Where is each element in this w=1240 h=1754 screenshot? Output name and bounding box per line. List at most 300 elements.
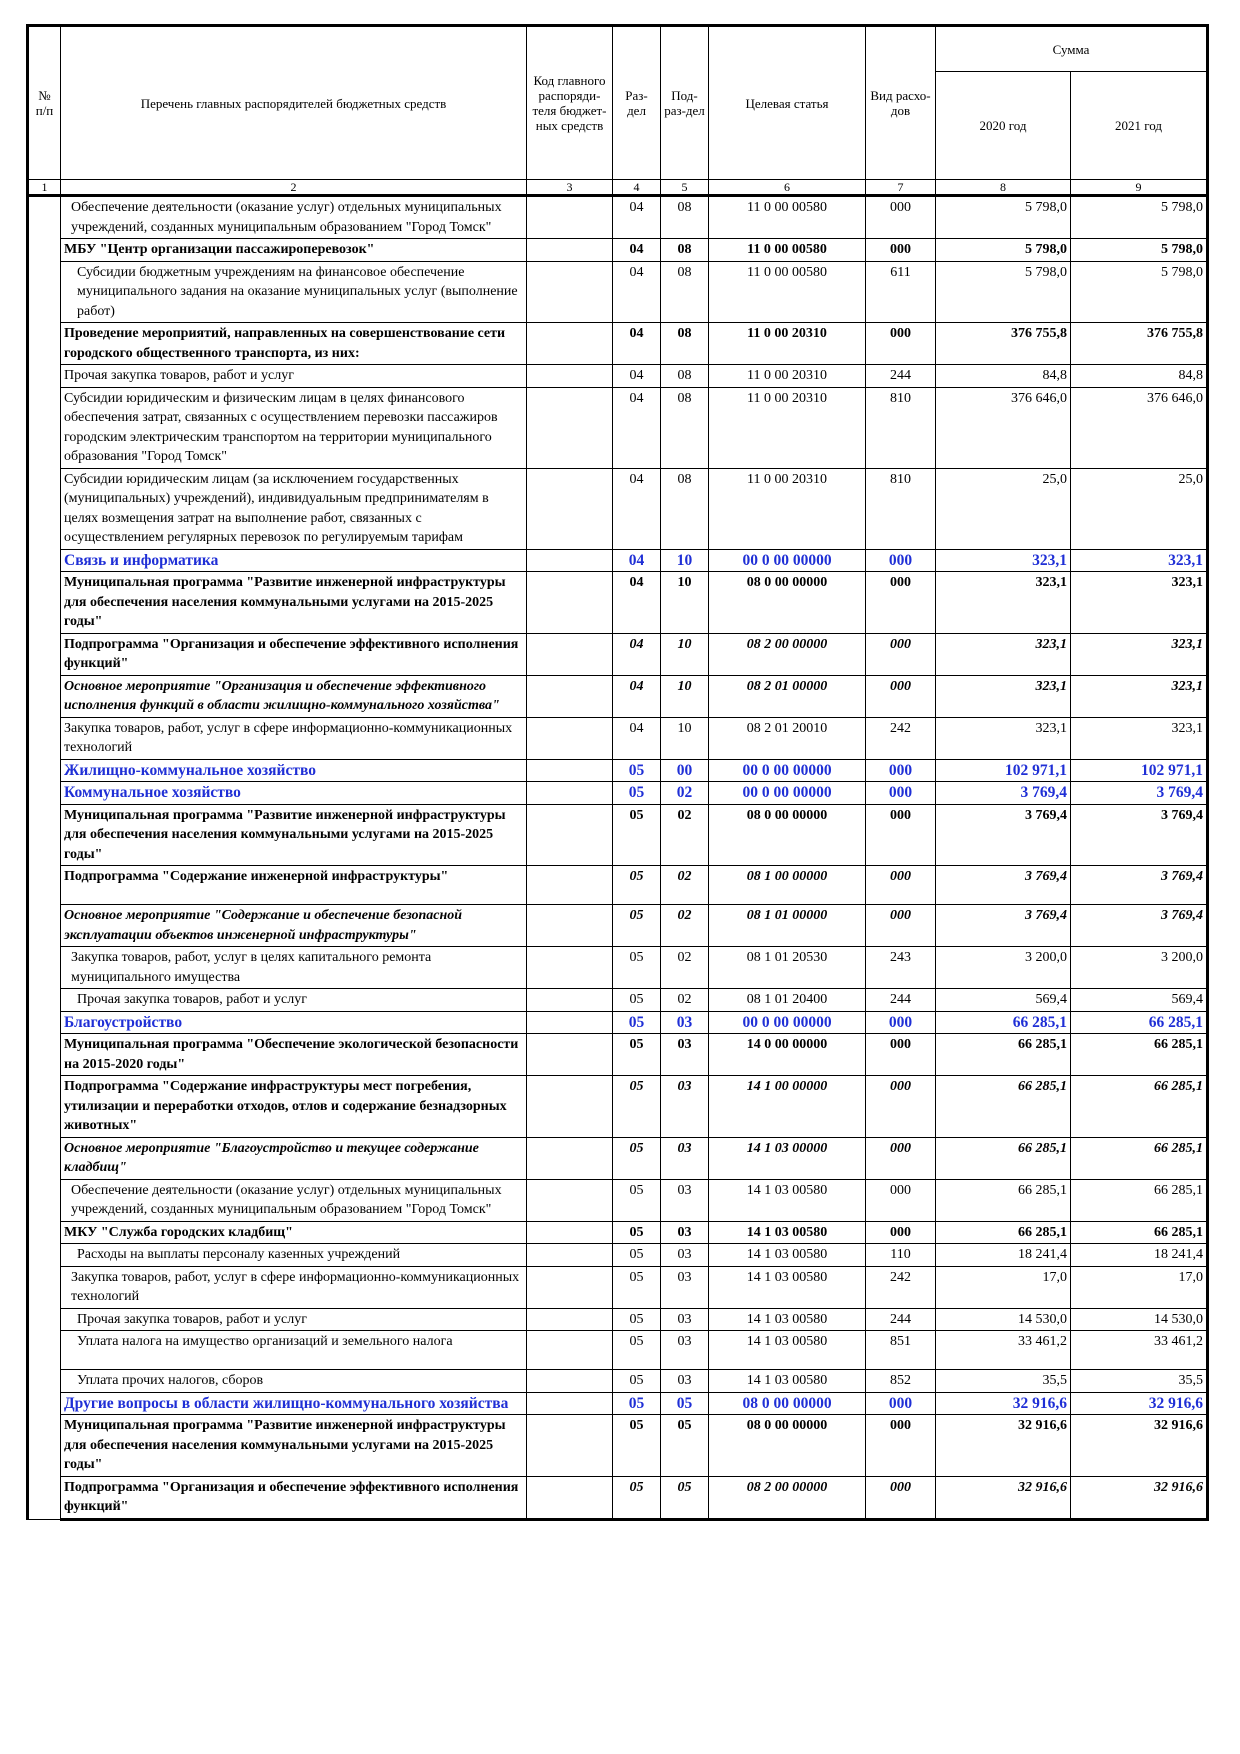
row-target-article: 08 0 00 00000	[709, 1392, 866, 1415]
row-sum-2021: 35,5	[1071, 1370, 1208, 1393]
row-razdel: 04	[613, 572, 661, 634]
row-podrazdel: 10	[661, 633, 709, 675]
row-target-article: 08 0 00 00000	[709, 1415, 866, 1477]
row-name: Подпрограмма "Организация и обеспечение эффективного исполнения функций"	[61, 1476, 527, 1519]
row-code	[527, 1179, 613, 1221]
row-sum-2020: 18 241,4	[936, 1244, 1071, 1267]
row-sum-2021: 84,8	[1071, 365, 1208, 388]
colnum-7: 7	[866, 180, 936, 196]
row-expense-type: 000	[866, 1221, 936, 1244]
row-target-article: 08 1 00 00000	[709, 866, 866, 905]
row-razdel: 04	[613, 549, 661, 572]
table-row	[28, 1137, 1208, 1179]
row-razdel: 04	[613, 239, 661, 262]
row-sum-2020: 66 285,1	[936, 1179, 1071, 1221]
table-row	[28, 804, 1208, 866]
row-expense-type: 810	[866, 468, 936, 549]
row-podrazdel: 00	[661, 759, 709, 782]
row-razdel: 04	[613, 633, 661, 675]
row-target-article: 14 1 03 00580	[709, 1370, 866, 1393]
row-podrazdel: 02	[661, 782, 709, 805]
row-target-article: 14 1 03 00580	[709, 1221, 866, 1244]
row-code	[527, 1308, 613, 1331]
row-razdel: 04	[613, 365, 661, 388]
header-col-razdel: Раз-дел	[613, 26, 661, 180]
row-code	[527, 717, 613, 759]
row-sum-2021: 25,0	[1071, 468, 1208, 549]
row-sum-2020: 5 798,0	[936, 239, 1071, 262]
table-row	[28, 1415, 1208, 1477]
row-razdel: 05	[613, 1392, 661, 1415]
row-name: Закупка товаров, работ, услуг в сфере информационно-коммуникационных технологий	[61, 717, 527, 759]
row-podrazdel: 08	[661, 196, 709, 239]
row-sum-2021: 5 798,0	[1071, 239, 1208, 262]
row-sum-2020: 66 285,1	[936, 1137, 1071, 1179]
row-name: Уплата налога на имущество организаций и земельного налога	[61, 1331, 527, 1370]
row-sum-2021: 17,0	[1071, 1266, 1208, 1308]
colnum-1: 1	[28, 180, 61, 196]
row-target-article: 14 1 03 00580	[709, 1308, 866, 1331]
row-podrazdel: 02	[661, 947, 709, 989]
row-razdel: 05	[613, 1370, 661, 1393]
row-target-article: 14 1 03 00580	[709, 1331, 866, 1370]
row-razdel: 05	[613, 759, 661, 782]
row-sum-2021: 5 798,0	[1071, 261, 1208, 323]
row-razdel: 05	[613, 1244, 661, 1267]
row-target-article: 14 1 03 00000	[709, 1137, 866, 1179]
row-sum-2021: 66 285,1	[1071, 1034, 1208, 1076]
row-sum-2020: 33 461,2	[936, 1331, 1071, 1370]
table-row	[28, 905, 1208, 947]
row-razdel: 05	[613, 1011, 661, 1034]
row-name: Прочая закупка товаров, работ и услуг	[61, 365, 527, 388]
table-row	[28, 759, 1208, 782]
table-row	[28, 365, 1208, 388]
row-name: Обеспечение деятельности (оказание услуг) отдельных муниципальных учреждений, созданных муниципальным образованием "Город Томск"	[61, 1179, 527, 1221]
row-name: Подпрограмма "Содержание инженерной инфраструктуры"	[61, 866, 527, 905]
row-sum-2020: 323,1	[936, 717, 1071, 759]
row-code	[527, 675, 613, 717]
row-sum-2021: 66 285,1	[1071, 1137, 1208, 1179]
row-sum-2020: 66 285,1	[936, 1076, 1071, 1138]
row-expense-type: 852	[866, 1370, 936, 1393]
row-expense-type: 000	[866, 1392, 936, 1415]
row-name: Коммунальное хозяйство	[61, 782, 527, 805]
row-sum-2021: 33 461,2	[1071, 1331, 1208, 1370]
row-podrazdel: 08	[661, 365, 709, 388]
colnum-3: 3	[527, 180, 613, 196]
row-name: Благоустройство	[61, 1011, 527, 1034]
row-expense-type: 000	[866, 196, 936, 239]
row-podrazdel: 08	[661, 468, 709, 549]
row-sum-2021: 323,1	[1071, 549, 1208, 572]
row-razdel: 05	[613, 782, 661, 805]
row-razdel: 04	[613, 196, 661, 239]
row-sum-2021: 66 285,1	[1071, 1179, 1208, 1221]
row-name: Основное мероприятие "Благоустройство и текущее содержание кладбищ"	[61, 1137, 527, 1179]
row-sum-2021: 32 916,6	[1071, 1415, 1208, 1477]
colnum-8: 8	[936, 180, 1071, 196]
row-sum-2020: 376 755,8	[936, 323, 1071, 365]
row-sum-2021: 3 769,4	[1071, 782, 1208, 805]
table-row	[28, 1221, 1208, 1244]
row-expense-type: 000	[866, 1011, 936, 1034]
row-code	[527, 989, 613, 1012]
row-podrazdel: 08	[661, 261, 709, 323]
table-row	[28, 1034, 1208, 1076]
row-podrazdel: 05	[661, 1415, 709, 1477]
row-podrazdel: 05	[661, 1476, 709, 1519]
row-podrazdel: 03	[661, 1266, 709, 1308]
row-podrazdel: 10	[661, 717, 709, 759]
row-target-article: 14 0 00 00000	[709, 1034, 866, 1076]
table-row	[28, 468, 1208, 549]
row-code	[527, 759, 613, 782]
row-sum-2021: 14 530,0	[1071, 1308, 1208, 1331]
row-name: Закупка товаров, работ, услуг в сфере информационно-коммуникационных технологий	[61, 1266, 527, 1308]
row-target-article: 11 0 00 00580	[709, 261, 866, 323]
row-sum-2020: 32 916,6	[936, 1476, 1071, 1519]
row-expense-type: 000	[866, 905, 936, 947]
row-expense-type: 611	[866, 261, 936, 323]
header-year-2020: 2020 год	[936, 72, 1071, 180]
row-code	[527, 782, 613, 805]
row-podrazdel: 08	[661, 239, 709, 262]
row-sum-2021: 376 755,8	[1071, 323, 1208, 365]
row-expense-type: 242	[866, 717, 936, 759]
row-sum-2021: 323,1	[1071, 675, 1208, 717]
row-sum-2020: 5 798,0	[936, 261, 1071, 323]
row-expense-type: 000	[866, 1076, 936, 1138]
row-sum-2020: 3 769,4	[936, 804, 1071, 866]
table-row	[28, 866, 1208, 905]
row-sum-2020: 323,1	[936, 572, 1071, 634]
table-row	[28, 1011, 1208, 1034]
row-sum-2021: 323,1	[1071, 717, 1208, 759]
row-code	[527, 1392, 613, 1415]
row-sum-2021: 32 916,6	[1071, 1392, 1208, 1415]
row-podrazdel: 03	[661, 1034, 709, 1076]
row-sum-2020: 323,1	[936, 549, 1071, 572]
row-razdel: 05	[613, 1415, 661, 1477]
table-row	[28, 675, 1208, 717]
row-expense-type: 000	[866, 239, 936, 262]
row-expense-type: 810	[866, 387, 936, 468]
row-sum-2021: 32 916,6	[1071, 1476, 1208, 1519]
row-name: Другие вопросы в области жилищно-коммунального хозяйства	[61, 1392, 527, 1415]
row-razdel: 05	[613, 1076, 661, 1138]
row-name: Проведение мероприятий, направленных на совершенствование сети городского общественного транспорта, из них:	[61, 323, 527, 365]
row-code	[527, 1221, 613, 1244]
row-target-article: 00 0 00 00000	[709, 782, 866, 805]
row-sum-2020: 323,1	[936, 675, 1071, 717]
row-name: Субсидии юридическим лицам (за исключением государственных (муниципальных) учреждений), индивидуальным предпринимателям в целях возмещения затрат на выполнение работ, связанных с осуществлением регулярных перевозок по регулируемым тарифам	[61, 468, 527, 549]
row-code	[527, 261, 613, 323]
row-name: Жилищно-коммунальное хозяйство	[61, 759, 527, 782]
row-sum-2021: 569,4	[1071, 989, 1208, 1012]
table-row	[28, 1244, 1208, 1267]
row-name: Прочая закупка товаров, работ и услуг	[61, 1308, 527, 1331]
table-row	[28, 387, 1208, 468]
row-target-article: 11 0 00 20310	[709, 323, 866, 365]
table-row	[28, 549, 1208, 572]
row-razdel: 04	[613, 323, 661, 365]
row-razdel: 04	[613, 261, 661, 323]
row-code	[527, 1011, 613, 1034]
row-sum-2020: 323,1	[936, 633, 1071, 675]
header-sum: Сумма	[936, 26, 1208, 72]
row-razdel: 05	[613, 905, 661, 947]
row-target-article: 08 1 01 20530	[709, 947, 866, 989]
table-row	[28, 1476, 1208, 1519]
row-code	[527, 1415, 613, 1477]
table-row	[28, 633, 1208, 675]
header-row-top	[28, 26, 1208, 72]
row-expense-type: 244	[866, 1308, 936, 1331]
row-code	[527, 1034, 613, 1076]
row-sum-2021: 5 798,0	[1071, 196, 1208, 239]
row-name: Подпрограмма "Организация и обеспечение эффективного исполнения функций"	[61, 633, 527, 675]
row-code	[527, 905, 613, 947]
table-row	[28, 1331, 1208, 1370]
header-col-name: Перечень главных распорядителей бюджетных средств	[61, 26, 527, 180]
row-razdel: 05	[613, 1266, 661, 1308]
row-sum-2021: 66 285,1	[1071, 1076, 1208, 1138]
row-code	[527, 468, 613, 549]
row-expense-type: 243	[866, 947, 936, 989]
row-sum-2020: 3 769,4	[936, 866, 1071, 905]
row-sum-2020: 32 916,6	[936, 1392, 1071, 1415]
colnum-5: 5	[661, 180, 709, 196]
row-sum-2020: 3 769,4	[936, 782, 1071, 805]
row-expense-type: 000	[866, 633, 936, 675]
budget-table	[26, 24, 1209, 1521]
row-code	[527, 1331, 613, 1370]
row-razdel: 05	[613, 1308, 661, 1331]
row-target-article: 00 0 00 00000	[709, 1011, 866, 1034]
row-podrazdel: 10	[661, 572, 709, 634]
row-sum-2020: 66 285,1	[936, 1034, 1071, 1076]
table-row	[28, 323, 1208, 365]
row-target-article: 08 2 00 00000	[709, 633, 866, 675]
row-expense-type: 000	[866, 549, 936, 572]
row-name: Муниципальная программа "Развитие инженерной инфраструктуры для обеспечения населения коммунальными услугами на 2015-2025 годы"	[61, 804, 527, 866]
table-row	[28, 989, 1208, 1012]
row-sum-2021: 66 285,1	[1071, 1221, 1208, 1244]
row-target-article: 08 0 00 00000	[709, 804, 866, 866]
table-row	[28, 1076, 1208, 1138]
row-name: Расходы на выплаты персоналу казенных учреждений	[61, 1244, 527, 1267]
row-podrazdel: 08	[661, 323, 709, 365]
row-expense-type: 110	[866, 1244, 936, 1267]
row-razdel: 05	[613, 804, 661, 866]
table-row	[28, 1266, 1208, 1308]
row-podrazdel: 03	[661, 1244, 709, 1267]
row-razdel: 04	[613, 387, 661, 468]
row-razdel: 05	[613, 1331, 661, 1370]
row-expense-type: 244	[866, 365, 936, 388]
table-row	[28, 261, 1208, 323]
row-name: Закупка товаров, работ, услуг в целях капитального ремонта муниципального имущества	[61, 947, 527, 989]
row-target-article: 14 1 03 00580	[709, 1179, 866, 1221]
row-expense-type: 000	[866, 1476, 936, 1519]
row-sum-2020: 66 285,1	[936, 1221, 1071, 1244]
row-target-article: 11 0 00 00580	[709, 239, 866, 262]
row-podrazdel: 03	[661, 1179, 709, 1221]
row-podrazdel: 02	[661, 804, 709, 866]
header-year-2021: 2021 год	[1071, 72, 1208, 180]
row-podrazdel: 10	[661, 549, 709, 572]
row-sum-2021: 323,1	[1071, 633, 1208, 675]
row-code	[527, 866, 613, 905]
row-target-article: 11 0 00 20310	[709, 468, 866, 549]
row-name: Муниципальная программа "Обеспечение экологической безопасности на 2015-2020 годы"	[61, 1034, 527, 1076]
row-target-article: 08 1 01 00000	[709, 905, 866, 947]
row-name: Основное мероприятие "Содержание и обеспечение безопасной эксплуатации объектов инженерной инфраструктуры"	[61, 905, 527, 947]
row-podrazdel: 02	[661, 866, 709, 905]
row-target-article: 08 2 01 20010	[709, 717, 866, 759]
row-name: Муниципальная программа "Развитие инженерной инфраструктуры для обеспечения населения коммунальными услугами на 2015-2025 годы"	[61, 572, 527, 634]
row-podrazdel: 08	[661, 387, 709, 468]
table-row	[28, 196, 1208, 239]
table-row	[28, 1392, 1208, 1415]
row-name: Основное мероприятие "Организация и обеспечение эффективного исполнения функций в области жилищно-коммунального хозяйства"	[61, 675, 527, 717]
row-code	[527, 549, 613, 572]
header-col-number: № п/п	[28, 26, 61, 180]
header-col-expense-type: Вид расхо-дов	[866, 26, 936, 180]
row-sum-2021: 3 769,4	[1071, 866, 1208, 905]
colnum-6: 6	[709, 180, 866, 196]
row-sum-2021: 18 241,4	[1071, 1244, 1208, 1267]
row-podrazdel: 03	[661, 1011, 709, 1034]
row-expense-type: 000	[866, 1034, 936, 1076]
row-expense-type: 851	[866, 1331, 936, 1370]
row-podrazdel: 03	[661, 1331, 709, 1370]
table-row	[28, 572, 1208, 634]
colnum-9: 9	[1071, 180, 1208, 196]
colnum-4: 4	[613, 180, 661, 196]
row-target-article: 00 0 00 00000	[709, 549, 866, 572]
row-sum-2021: 323,1	[1071, 572, 1208, 634]
row-sum-2020: 25,0	[936, 468, 1071, 549]
row-razdel: 05	[613, 1137, 661, 1179]
table-row	[28, 782, 1208, 805]
row-sum-2020: 3 769,4	[936, 905, 1071, 947]
table-row	[28, 1370, 1208, 1393]
row-sum-2021: 376 646,0	[1071, 387, 1208, 468]
header-col-podrazdel: Под-раз-дел	[661, 26, 709, 180]
row-name: Субсидии бюджетным учреждениям на финансовое обеспечение муниципального задания на оказание муниципальных услуг (выполнение работ)	[61, 261, 527, 323]
row-razdel: 05	[613, 1221, 661, 1244]
row-sum-2020: 5 798,0	[936, 196, 1071, 239]
row-code	[527, 365, 613, 388]
row-code	[527, 633, 613, 675]
row-sum-2021: 3 200,0	[1071, 947, 1208, 989]
row-sum-2020: 376 646,0	[936, 387, 1071, 468]
row-target-article: 14 1 00 00000	[709, 1076, 866, 1138]
row-name: Связь и информатика	[61, 549, 527, 572]
row-podrazdel: 03	[661, 1137, 709, 1179]
row-name: Обеспечение деятельности (оказание услуг) отдельных муниципальных учреждений, созданных муниципальным образованием "Город Томск"	[61, 196, 527, 239]
table-body	[28, 196, 1208, 1520]
row-number-column	[28, 196, 61, 1520]
table-row	[28, 717, 1208, 759]
row-expense-type: 000	[866, 572, 936, 634]
row-sum-2020: 569,4	[936, 989, 1071, 1012]
row-sum-2020: 17,0	[936, 1266, 1071, 1308]
row-name: Прочая закупка товаров, работ и услуг	[61, 989, 527, 1012]
row-razdel: 05	[613, 947, 661, 989]
row-target-article: 08 2 01 00000	[709, 675, 866, 717]
table-row	[28, 1179, 1208, 1221]
row-name: Подпрограмма "Содержание инфраструктуры мест погребения, утилизации и переработки отходов, отлов и содержание безнадзорных животных"	[61, 1076, 527, 1138]
table-row	[28, 947, 1208, 989]
row-name: МБУ "Центр организации пассажироперевозок"	[61, 239, 527, 262]
row-code	[527, 239, 613, 262]
row-code	[527, 1244, 613, 1267]
row-code	[527, 1476, 613, 1519]
row-code	[527, 196, 613, 239]
row-target-article: 11 0 00 20310	[709, 387, 866, 468]
row-code	[527, 1266, 613, 1308]
row-target-article: 08 0 00 00000	[709, 572, 866, 634]
row-name: Уплата прочих налогов, сборов	[61, 1370, 527, 1393]
row-expense-type: 000	[866, 782, 936, 805]
header-col-target: Целевая статья	[709, 26, 866, 180]
row-sum-2020: 84,8	[936, 365, 1071, 388]
row-target-article: 08 2 00 00000	[709, 1476, 866, 1519]
row-expense-type: 000	[866, 675, 936, 717]
row-target-article: 14 1 03 00580	[709, 1266, 866, 1308]
row-code	[527, 1137, 613, 1179]
row-target-article: 14 1 03 00580	[709, 1244, 866, 1267]
row-sum-2021: 66 285,1	[1071, 1011, 1208, 1034]
row-expense-type: 242	[866, 1266, 936, 1308]
row-razdel: 05	[613, 989, 661, 1012]
row-podrazdel: 10	[661, 675, 709, 717]
row-expense-type: 000	[866, 1415, 936, 1477]
row-sum-2020: 66 285,1	[936, 1011, 1071, 1034]
colnum-2: 2	[61, 180, 527, 196]
row-code	[527, 1370, 613, 1393]
row-code	[527, 387, 613, 468]
row-sum-2020: 14 530,0	[936, 1308, 1071, 1331]
row-razdel: 05	[613, 1179, 661, 1221]
row-expense-type: 000	[866, 1179, 936, 1221]
row-podrazdel: 02	[661, 989, 709, 1012]
row-target-article: 11 0 00 00580	[709, 196, 866, 239]
row-target-article: 00 0 00 00000	[709, 759, 866, 782]
row-razdel: 04	[613, 675, 661, 717]
row-expense-type: 000	[866, 866, 936, 905]
table-row	[28, 1308, 1208, 1331]
header-col-code: Код главного распоряди-теля бюджет-ных средств	[527, 26, 613, 180]
row-expense-type: 000	[866, 804, 936, 866]
row-expense-type: 000	[866, 323, 936, 365]
row-razdel: 05	[613, 1476, 661, 1519]
row-expense-type: 244	[866, 989, 936, 1012]
row-code	[527, 947, 613, 989]
row-code	[527, 323, 613, 365]
row-expense-type: 000	[866, 759, 936, 782]
row-podrazdel: 03	[661, 1370, 709, 1393]
row-sum-2021: 3 769,4	[1071, 905, 1208, 947]
row-target-article: 11 0 00 20310	[709, 365, 866, 388]
row-expense-type: 000	[866, 1137, 936, 1179]
row-sum-2020: 102 971,1	[936, 759, 1071, 782]
table-row	[28, 239, 1208, 262]
row-razdel: 05	[613, 1034, 661, 1076]
